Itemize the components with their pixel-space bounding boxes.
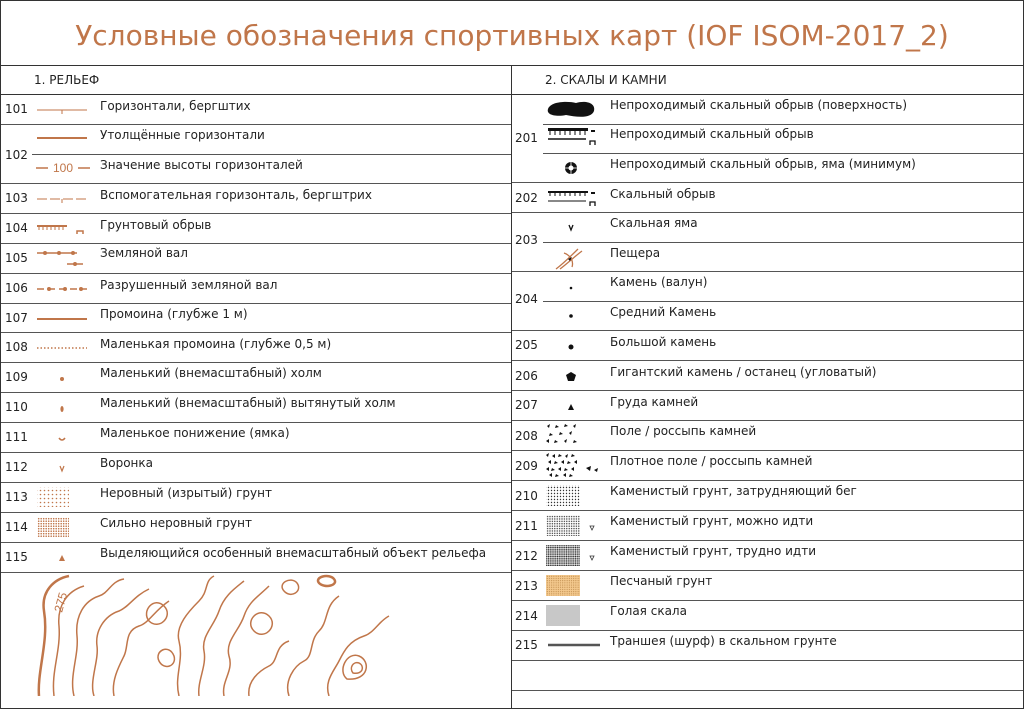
- dense-boulder-field-icon: [544, 452, 600, 479]
- relief-row-106: [1, 274, 511, 304]
- large-boulder-icon: [546, 337, 598, 355]
- row-code: 106: [5, 281, 28, 295]
- bare-rock-icon: [544, 603, 584, 628]
- row-code: 107: [5, 311, 28, 325]
- row-code: 207: [515, 398, 538, 412]
- row-description: Плотное поле / россыпь камней: [610, 454, 813, 468]
- earth-wall-icon: [35, 246, 89, 270]
- row-description: Непроходимый скальный обрыв, яма (минимум): [610, 157, 916, 171]
- stony-ground-walk-icon: [544, 513, 600, 538]
- small-gully-icon: [35, 341, 89, 355]
- row-description: Маленький (внемасштабный) вытянутый холм: [100, 396, 396, 410]
- contour-sample-label: 275: [51, 590, 71, 614]
- relief-row-102: [1, 125, 511, 184]
- erosion-gully-icon: [35, 312, 89, 326]
- row-description: Груда камней: [610, 395, 699, 409]
- row-description: Каменистый грунт, трудно идти: [610, 544, 817, 558]
- cliff-pit-icon: [546, 155, 598, 181]
- row-code: 206: [515, 369, 538, 383]
- rocks-row-206: [512, 361, 1023, 391]
- row-code: 208: [515, 429, 538, 443]
- row-code: 105: [5, 251, 28, 265]
- rocks-empty-row: [512, 661, 1023, 691]
- depression-icon: [35, 431, 89, 445]
- row-description: Маленькая промоина (глубже 0,5 м): [100, 337, 332, 351]
- row-description: Песчаный грунт: [610, 574, 713, 588]
- row-description: Земляной вал: [100, 246, 188, 260]
- row-code: 212: [515, 549, 538, 563]
- trench-icon: [546, 637, 602, 653]
- relief-row-109: [1, 363, 511, 393]
- row-code: 201: [515, 131, 538, 145]
- row-description: Каменистый грунт, можно идти: [610, 514, 814, 528]
- cliff-surface-icon: [546, 97, 598, 121]
- row-description: Траншея (шурф) в скальном грунте: [610, 634, 837, 648]
- boulder-icon: [546, 278, 598, 296]
- row-description: Средний Камень: [610, 305, 717, 319]
- medium-boulder-icon: [546, 306, 598, 324]
- row-description: Горизонтали, бергштих: [100, 99, 251, 113]
- row-code: 211: [515, 519, 538, 533]
- row-code: 209: [515, 459, 538, 473]
- relief-column: [1, 66, 512, 708]
- row-code: 104: [5, 221, 28, 235]
- row-description: Пещера: [610, 246, 661, 260]
- index-contour-icon: [35, 131, 89, 145]
- relief-row-105: [1, 244, 511, 274]
- row-code: 108: [5, 340, 28, 354]
- rocks-row-213: [512, 571, 1023, 601]
- row-description: Утолщённые горизонтали: [100, 128, 265, 142]
- knoll-icon: [35, 371, 89, 385]
- row-description: Значение высоты горизонталей: [100, 158, 303, 172]
- contour-value-icon: [35, 159, 91, 177]
- row-code: 109: [5, 370, 28, 384]
- relief-row-115: [1, 543, 511, 573]
- rocks-row-207: [512, 391, 1023, 421]
- rocks-heading: 2. СКАЛЫ И КАМНИ: [512, 66, 1023, 95]
- relief-row-112: [1, 453, 511, 483]
- rocks-row-201: [512, 95, 1023, 183]
- passable-cliff-icon: [546, 186, 598, 210]
- row-description: Скальный обрыв: [610, 187, 716, 201]
- elongated-knoll-icon: [35, 401, 89, 415]
- row-code: 102: [5, 148, 28, 162]
- row-description: Вспомогательная горизонталь, бергштрих: [100, 188, 372, 202]
- row-description: Скальная яма: [610, 216, 698, 230]
- rocks-row-210: [512, 481, 1023, 511]
- contour-sample-illustration: [29, 571, 399, 696]
- row-code: 112: [5, 460, 28, 474]
- row-code: 114: [5, 520, 28, 534]
- contour-icon: [35, 103, 89, 117]
- special-feature-icon: [35, 551, 89, 565]
- row-code: 110: [5, 400, 28, 414]
- relief-row-107: [1, 304, 511, 333]
- relief-row-111: [1, 423, 511, 453]
- gigantic-boulder-icon: [546, 367, 598, 385]
- row-code: 214: [515, 609, 538, 623]
- ruined-wall-icon: [35, 282, 89, 296]
- relief-row-113: [1, 483, 511, 513]
- rocks-row-209: [512, 451, 1023, 481]
- relief-row-110: [1, 393, 511, 423]
- row-code: 205: [515, 338, 538, 352]
- row-description: Каменистый грунт, затрудняющий бег: [610, 484, 857, 498]
- relief-heading: 1. РЕЛЬЕФ: [1, 66, 511, 95]
- stony-ground-fight-icon: [544, 543, 600, 568]
- row-description: Большой камень: [610, 335, 717, 349]
- row-description: Маленький (внемасштабный) холм: [100, 366, 322, 380]
- relief-row-104: [1, 214, 511, 244]
- row-code: 215: [515, 638, 538, 652]
- row-description: Голая скала: [610, 604, 687, 618]
- rocks-column: [512, 66, 1023, 708]
- row-code: 204: [515, 292, 538, 306]
- relief-row-103: [1, 184, 511, 214]
- relief-row-114: [1, 513, 511, 543]
- row-description: Непроходимый скальный обрыв: [610, 127, 814, 141]
- row-description: Воронка: [100, 456, 153, 470]
- row-description: Грунтовый обрыв: [100, 218, 212, 232]
- row-code: 101: [5, 102, 28, 116]
- cliff-icon: [546, 125, 598, 151]
- row-description: Неровный (изрытый) грунт: [100, 486, 272, 500]
- rocks-row-211: [512, 511, 1023, 541]
- row-description: Маленькое понижение (ямка): [100, 426, 290, 440]
- sandy-ground-icon: [544, 573, 584, 598]
- row-code: 210: [515, 489, 538, 503]
- rocks-row-205: [512, 331, 1023, 361]
- rocks-row-202: [512, 183, 1023, 213]
- rocks-row-214: [512, 601, 1023, 631]
- row-description: Выделяющийся особенный внемасштабный объект рельефа: [100, 546, 487, 560]
- row-code: 213: [515, 579, 538, 593]
- rocks-row-204: [512, 272, 1023, 331]
- boulder-cluster-icon: [546, 397, 598, 415]
- row-code: 203: [515, 233, 538, 247]
- relief-row-101: [1, 95, 511, 125]
- row-description: Разрушенный земляной вал: [100, 278, 278, 292]
- row-description: Поле / россыпь камней: [610, 424, 757, 438]
- form-line-icon: [35, 192, 89, 206]
- relief-row-108: [1, 333, 511, 363]
- rocks-row-208: [512, 421, 1023, 451]
- boulder-field-icon: [544, 422, 584, 449]
- rocks-row-215: [512, 631, 1023, 661]
- row-description: Гигантский камень / останец (угловатый): [610, 365, 877, 379]
- row-description: Камень (валун): [610, 275, 708, 289]
- rocks-row-212: [512, 541, 1023, 571]
- contour-value-label: 100: [52, 161, 74, 175]
- row-code: 111: [5, 430, 28, 444]
- broken-ground-icon: [35, 485, 75, 509]
- row-code: 115: [5, 550, 28, 564]
- rocky-pit-icon: [546, 219, 598, 237]
- earth-bank-icon: [35, 220, 89, 238]
- row-description: Непроходимый скальный обрыв (поверхность): [610, 98, 908, 112]
- very-broken-ground-icon: [35, 515, 75, 539]
- cave-icon: [546, 243, 598, 271]
- page-title: Условные обозначения спортивных карт (IOF ISOM-2017_2): [1, 1, 1023, 66]
- row-code: 113: [5, 490, 28, 504]
- row-description: Сильно неровный грунт: [100, 516, 252, 530]
- rocks-row-203: [512, 213, 1023, 272]
- row-description: Промоина (глубже 1 м): [100, 307, 248, 321]
- pit-icon: [35, 461, 89, 475]
- row-code: 103: [5, 191, 28, 205]
- row-code: 202: [515, 191, 538, 205]
- stony-ground-slow-icon: [544, 483, 584, 508]
